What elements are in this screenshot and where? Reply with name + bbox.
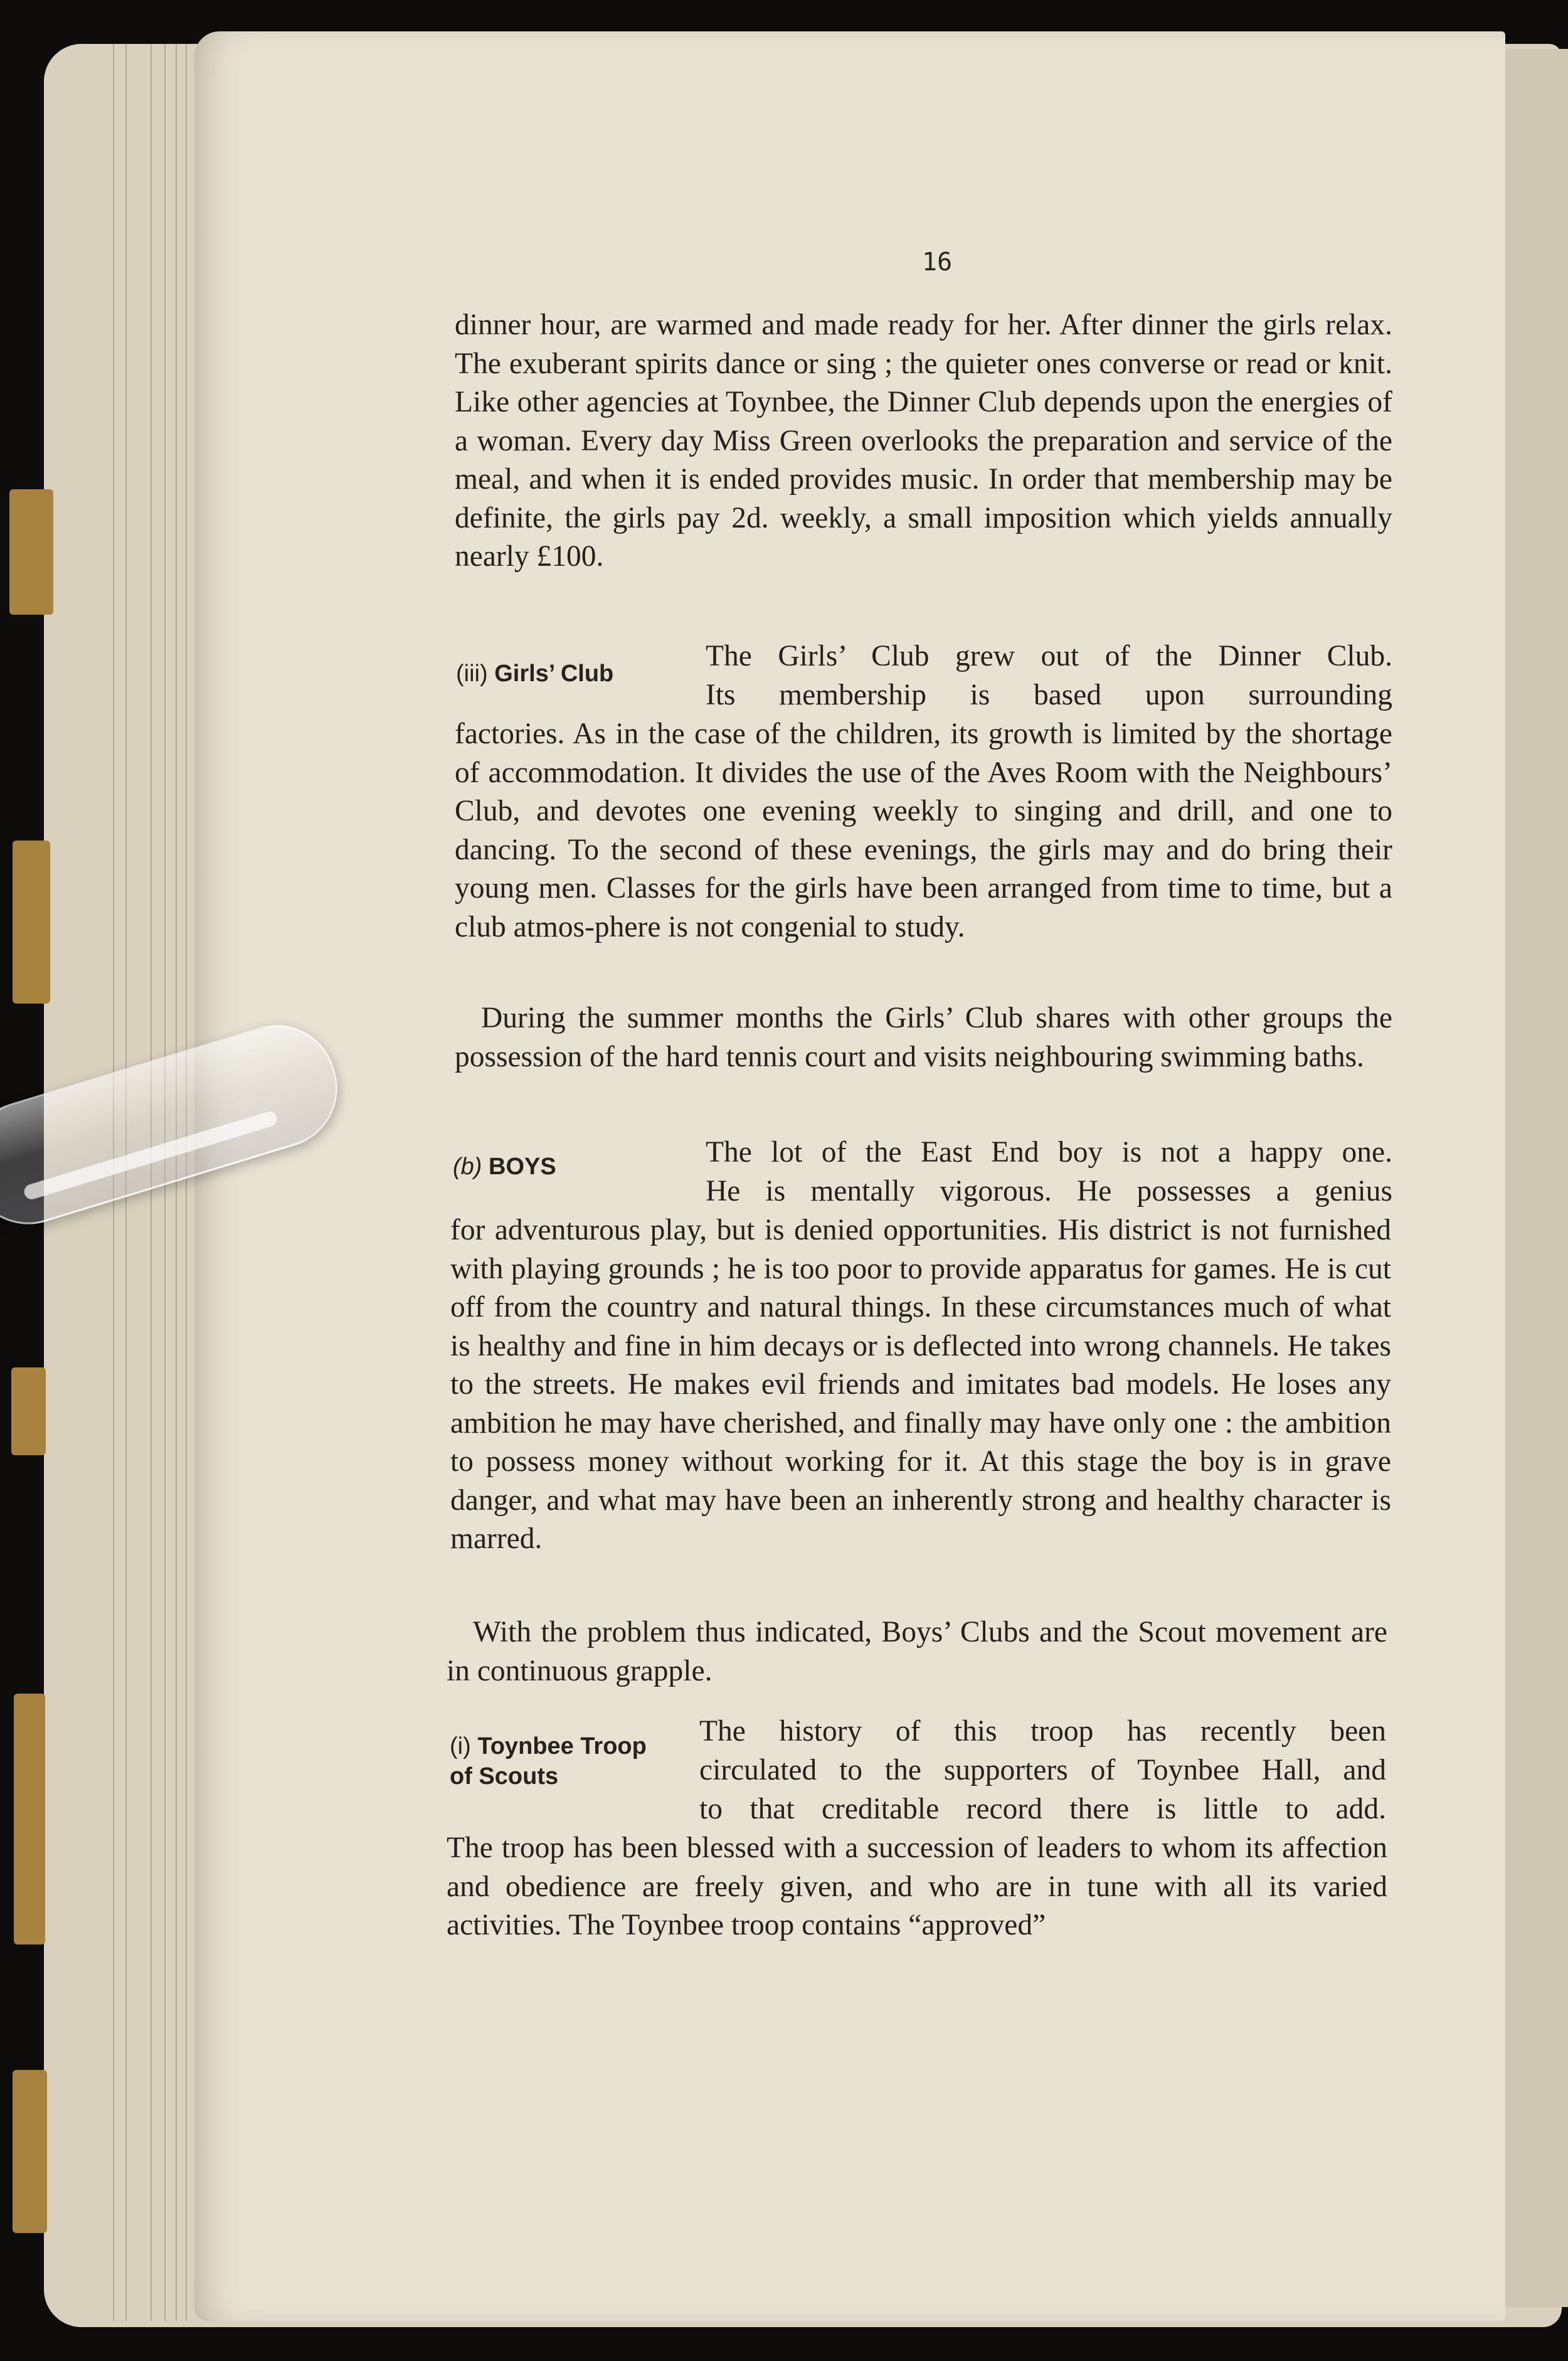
sidehead-label: BOYS: [489, 1154, 556, 1180]
sidehead-boys: [453, 1152, 556, 1182]
sidehead-label-2: of Scouts: [450, 1763, 559, 1790]
sidehead-girls-club: [456, 659, 613, 689]
scouts-paragraph: The troop has been blessed with a succession of leaders to whom its affection and obedience are freely given, and who are in tune with all its varied activities. The Toynbee troop contains “approved”: [447, 1832, 1387, 1941]
sidehead-number: (i): [450, 1733, 471, 1759]
scouts-line-2: circulated to the supporters of Toynbee Hall, and: [699, 1754, 1386, 1786]
scouts-line-3: to that creditable record there is little to add.: [699, 1793, 1386, 1825]
boys-paragraph: for adventurous play, but is denied opportunities. His district is not furnished with playing grounds ; he is too poor to provide apparatus for games. He is cut off from the country and natural things. In these circumstances much of what is healthy and fine in him decays or is deflected into wrong channels. He takes to the streets. He makes evil friends and imitates bad models. He loses any ambition he may have cherished, and finally may have only one : the ambition to possess money without working for it. At this stage the boy is in grave danger, and what may have been an inherently strong and healthy character is marred.: [450, 1214, 1391, 1555]
paragraph-dinner-hour: dinner hour, are warmed and made ready for her. After dinner the girls relax. The exuberant spirits dance or sing ; the quieter ones converse or read or knit. Like other agencies at Toynbee, the Dinner Club depends upon the energies of a woman. Every day Miss Green overlooks the preparation and service of the meal, and when it is ended provides music. In order that membership may be definite, the girls pay 2d. weekly, a small imposition which yields annually nearly £100.: [455, 309, 1392, 573]
boys-line-1: The lot of the East End boy is not a happy one.: [706, 1136, 1392, 1169]
paragraph-summer: During the summer months the Girls’ Club shares with other groups the possession of the hard tennis court and visits neighbouring swimming baths.: [455, 1002, 1392, 1073]
page-edge: [176, 44, 177, 2321]
sidehead-label: Girls’ Club: [494, 661, 614, 687]
worn-margin: [13, 2070, 47, 2233]
next-page-edge: [1502, 49, 1568, 2307]
page-edge: [186, 44, 187, 2321]
girls-club-paragraph: factories. As in the case of the children, its growth is limited by the shortage of accommodation. It divides the use of the Aves Room with the Neighbours’ Club, and devotes one evening weekly to singing and drill, and one to dancing. To the second of these evenings, the girls may and do bring their young men. Classes for the girls have been arranged from time to time, but a club atmos-phere is not congenial to study.: [455, 718, 1392, 943]
sidehead-scouts: [450, 1731, 647, 1791]
page-number: 16: [922, 248, 953, 277]
girls-club-line-1: The Girls’ Club grew out of the Dinner Club.: [706, 640, 1392, 672]
worn-margin: [9, 489, 53, 615]
sidehead-label: Toynbee Troop: [477, 1733, 647, 1759]
scouts-line-1: The history of this troop has recently been: [699, 1715, 1386, 1748]
worn-margin: [11, 1367, 46, 1455]
sidehead-number: (iii): [456, 661, 488, 687]
boys-line-2: He is mentally vigorous. He possesses a genius: [706, 1175, 1392, 1207]
girls-club-line-2: Its membership is based upon surrounding: [706, 679, 1392, 711]
worn-margin: [14, 1694, 45, 1945]
paragraph-problem: With the problem thus indicated, Boys’ Clubs and the Scout movement are in continuous grapple.: [447, 1616, 1387, 1687]
sidehead-number: (b): [453, 1154, 482, 1180]
worn-margin: [13, 841, 50, 1004]
